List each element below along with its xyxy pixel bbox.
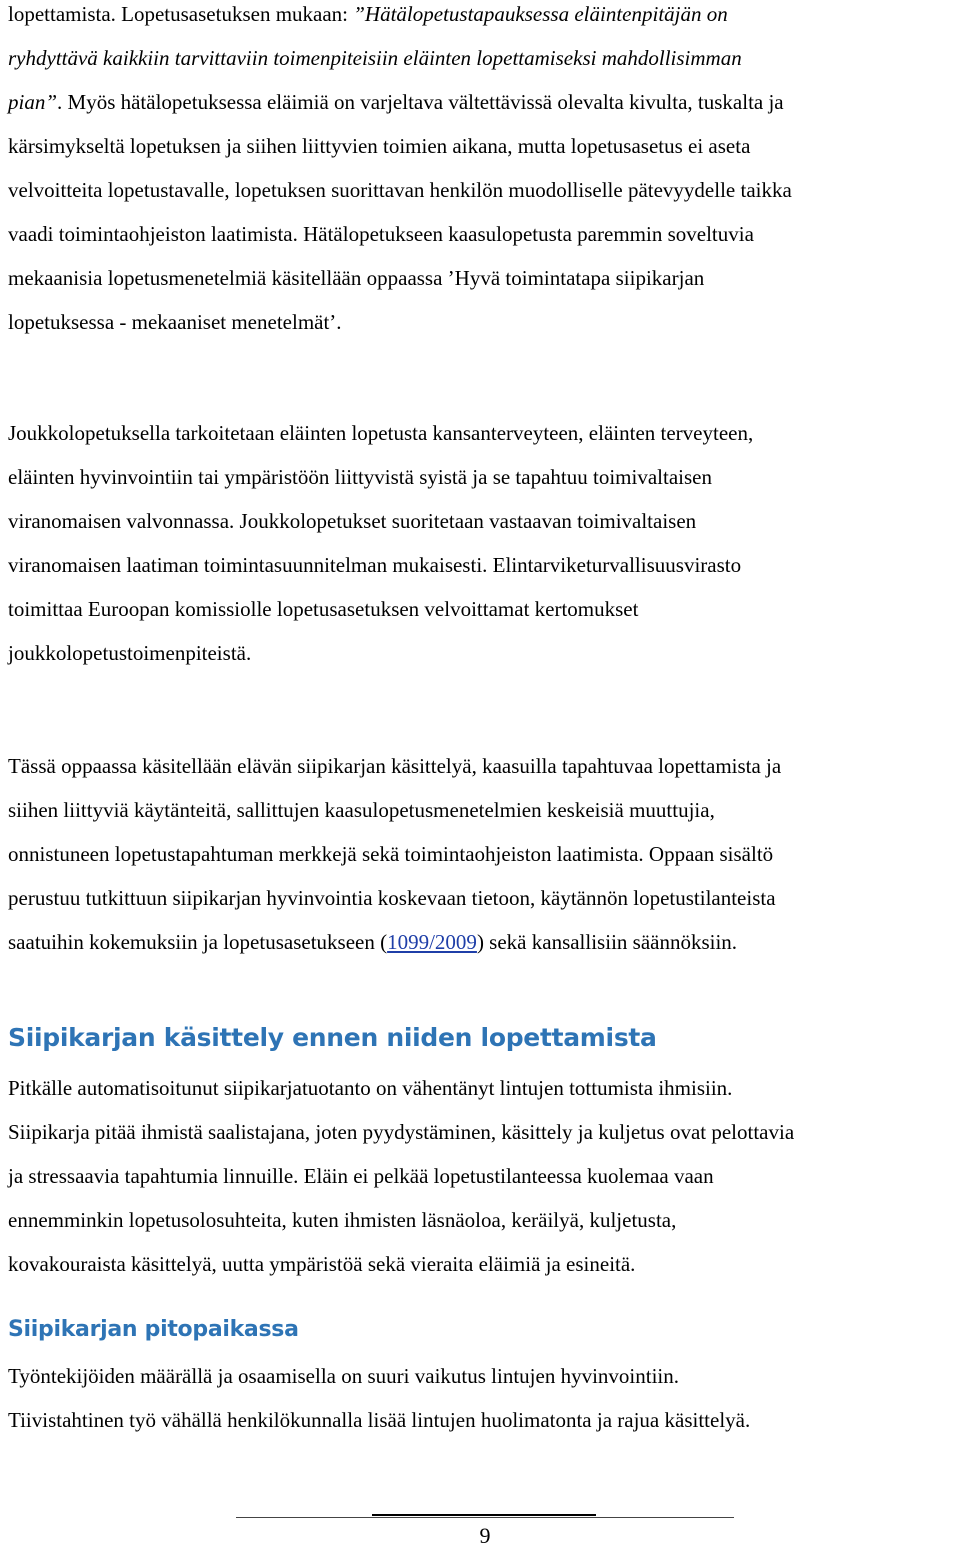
paragraph-guide-scope <box>8 744 956 964</box>
text-line: velvoitteita lopetustavalle, lopetuksen suorittavan henkilön muodolliselle pätevyydelle taikka <box>8 178 792 202</box>
text-span: saatuihin kokemuksiin ja lopetusasetukseen ( <box>8 930 388 954</box>
text-line: Joukkolopetuksella tarkoitetaan eläinten lopetusta kansanterveyteen, eläinten terveyteen, <box>8 421 754 445</box>
text-line: lopetuksessa - mekaaniset menetelmät’. <box>8 310 342 334</box>
text-line: viranomaisen laatiman toimintasuunnitelman mukaisesti. Elintarviketurvallisuusvirasto <box>8 553 742 577</box>
text-line: Tiivistahtinen työ vähällä henkilökunnalla lisää lintujen huolimatonta ja rajua käsittelyä. <box>8 1408 751 1432</box>
paragraph-mass-killing <box>8 411 956 675</box>
quoted-regulation-text: ”Hätälopetustapauksessa eläintenpitäjän on <box>353 2 728 26</box>
text-line: Työntekijöiden määrällä ja osaamisella on suuri vaikutus lintujen hyvinvointiin. <box>8 1364 679 1388</box>
text-line <box>8 920 956 964</box>
text-line: joukkolopetustoimenpiteistä. <box>8 641 252 665</box>
text-line: siihen liittyviä käytänteitä, sallittujen kaasulopetusmenetelmien keskeisiä muuttujia, <box>8 798 715 822</box>
text-line: kovakouraista käsittelyä, uutta ympäristöä sekä vieraita eläimiä ja esineitä. <box>8 1252 636 1276</box>
text-line: onnistuneen lopetustapahtuman merkkejä sekä toimintaohjeiston laatimista. Oppaan sisältö <box>8 842 774 866</box>
text-line: perustuu tutkittuun siipikarjan hyvinvointia koskevaan tietoon, käytännön lopetustilanteista <box>8 886 776 910</box>
text-line <box>8 36 956 80</box>
paragraph-emergency-killing <box>8 0 956 344</box>
text-line: Tässä oppaassa käsitellään elävän siipikarjan käsittelyä, kaasuilla tapahtuvaa lopettamista ja <box>8 754 782 778</box>
text-span: . Myös hätälopetuksessa eläimiä on varjeltava vältettävissä olevalta kivulta, tuskalta ja <box>57 90 784 114</box>
text-line: ja stressaavia tapahtumia linnuille. Eläin ei pelkää lopetustilanteessa kuolemaa vaan <box>8 1164 714 1188</box>
text-span: lopettamista. Lopetusasetuksen mukaan: <box>8 2 354 26</box>
quoted-regulation-text: pian” <box>8 90 58 114</box>
subsection-heading: Siipikarjan pitopaikassa <box>8 1317 299 1342</box>
text-line: ennemminkin lopetusolosuhteita, kuten ihmisten läsnäoloa, keräilyä, kuljetusta, <box>8 1208 677 1232</box>
text-line: mekaanisia lopetusmenetelmiä käsitellään oppaassa ’Hyvä toimintatapa siipikarjan <box>8 266 705 290</box>
footer-rule-accent <box>372 1514 596 1516</box>
paragraph-holding-site <box>8 1354 956 1442</box>
text-line: kärsimykseltä lopetuksen ja siihen liittyvien toimien aikana, mutta lopetusasetus ei aseta <box>8 134 751 158</box>
text-line: vaadi toimintaohjeiston laatimista. Hätälopetukseen kaasulopetusta paremmin soveltuvia <box>8 222 754 246</box>
text-line: Siipikarja pitää ihmistä saalistajana, joten pyydystäminen, käsittely ja kuljetus ovat pelottavia <box>8 1120 795 1144</box>
text-line <box>8 80 956 124</box>
paragraph-handling <box>8 1066 956 1286</box>
text-line: viranomaisen valvonnassa. Joukkolopetukset suoritetaan vastaavan toimivaltaisen <box>8 509 697 533</box>
regulation-link[interactable]: 1099/2009 <box>387 930 477 954</box>
footer-rule <box>236 1517 734 1518</box>
text-line: toimittaa Euroopan komissiolle lopetusasetuksen velvoittamat kertomukset <box>8 597 639 621</box>
text-line <box>8 0 956 36</box>
text-line: Pitkälle automatisoitunut siipikarjatuotanto on vähentänyt lintujen tottumista ihmisiin. <box>8 1076 733 1100</box>
page-number: 9 <box>479 1523 491 1548</box>
quoted-regulation-text: ryhdyttävä kaikkiin tarvittaviin toimenpiteisiin eläinten lopettamiseksi mahdollisimman <box>8 46 742 70</box>
text-line: eläinten hyvinvointiin tai ympäristöön liittyvistä syistä ja se tapahtuu toimivaltaisen <box>8 465 712 489</box>
section-heading: Siipikarjan käsittely ennen niiden lopettamista <box>8 1023 657 1052</box>
text-span: ) sekä kansallisiin säännöksiin. <box>476 930 738 954</box>
